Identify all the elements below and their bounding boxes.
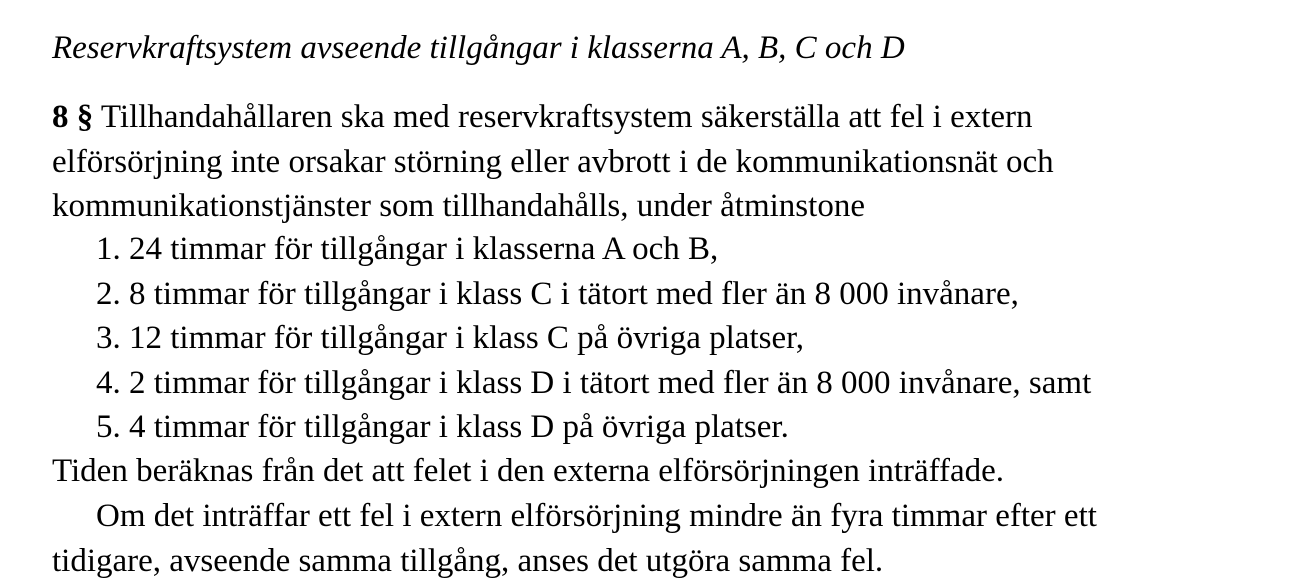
paragraph-line-1-text: Tillhandahållaren ska med reservkraftsystem säkerställa att fel i extern: [100, 99, 1033, 135]
section-8-paragraph: [52, 95, 1054, 229]
section-heading: Reservkraftsystem avseende tillgångar i klasserna A, B, C och D: [52, 30, 905, 66]
second-paragraph-line-2: tidigare, avseende samma tillgång, anses det utgöra samma fel.: [52, 542, 884, 579]
paragraph-line-1: [52, 95, 1054, 140]
list-item: 3. 12 timmar för tillgångar i klass C på övriga platser,: [96, 320, 805, 356]
closing-sentence: Tiden beräknas från det att felet i den externa elförsörjningen inträffade.: [52, 453, 1005, 489]
second-paragraph: [52, 494, 1097, 583]
list-item: 1. 24 timmar för tillgångar i klasserna A och B,: [96, 231, 719, 267]
second-paragraph-line-1: Om det inträffar ett fel i extern elförsörjning mindre än fyra timmar efter ett: [96, 498, 1097, 534]
paragraph-line-3: kommunikationstjänster som tillhandahålls, under åtminstone: [52, 188, 865, 224]
list-item: 5. 4 timmar för tillgångar i klass D på övriga platser.: [96, 409, 789, 445]
list-item: 4. 2 timmar för tillgångar i klass D i tätort med fler än 8 000 invånare, samt: [96, 364, 1092, 401]
paragraph-line-2: elförsörjning inte orsakar störning eller avbrott i de kommunikationsnät och: [52, 143, 1054, 180]
section-mark: 8 §: [52, 99, 94, 135]
requirements-list: [96, 227, 1091, 450]
list-item: 2. 8 timmar för tillgångar i klass C i tätort med fler än 8 000 invånare,: [96, 275, 1019, 312]
